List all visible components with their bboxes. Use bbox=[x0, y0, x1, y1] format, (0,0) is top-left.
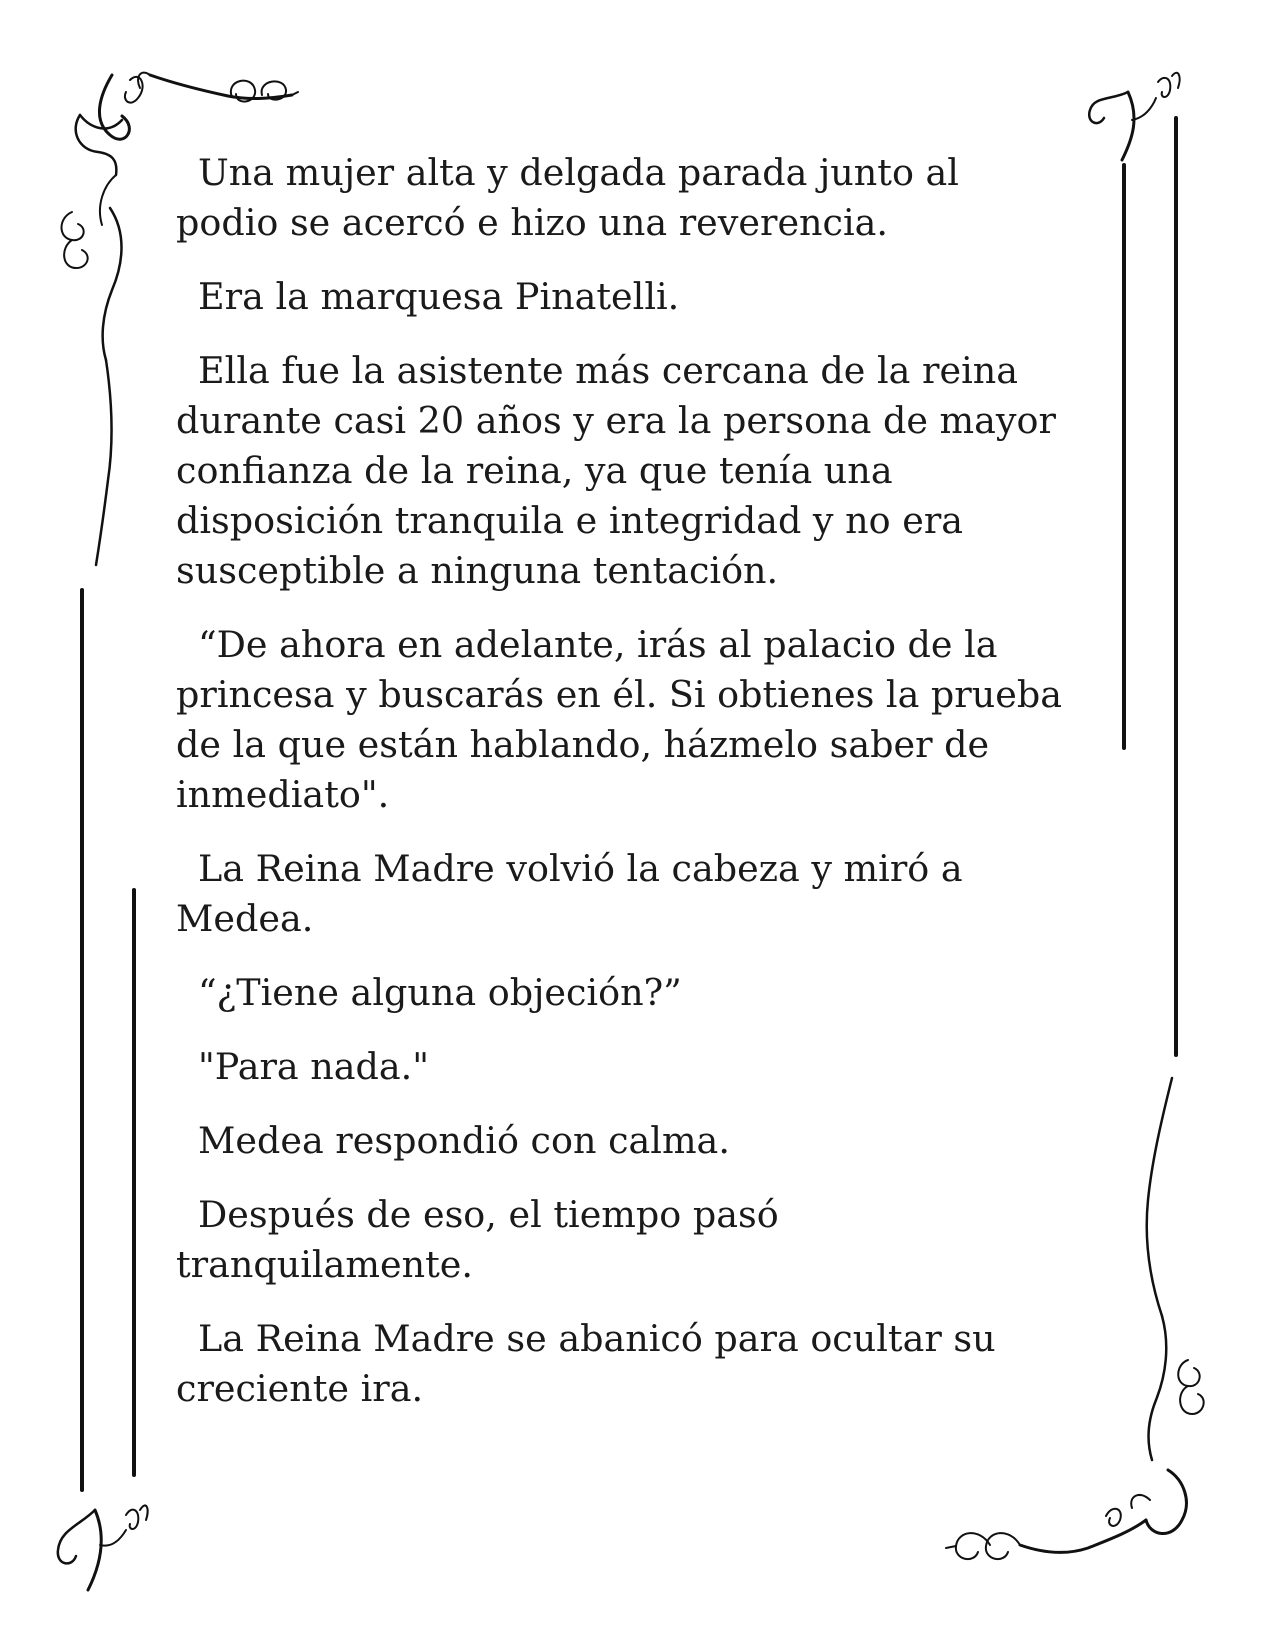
paragraph: La Reina Madre se abanicó para ocultar su creciente ira. bbox=[176, 1317, 996, 1410]
paragraph: Era la marquesa Pinatelli. bbox=[198, 275, 680, 318]
story-text bbox=[176, 148, 1096, 1438]
paragraph: La Reina Madre volvió la cabeza y miró a Medea. bbox=[176, 847, 963, 940]
top-right-flourish bbox=[1089, 73, 1179, 160]
paragraph: "Para nada." bbox=[198, 1045, 430, 1088]
paragraph: “¿Tiene alguna objeción?” bbox=[198, 971, 682, 1014]
bottom-left-flourish bbox=[58, 1505, 148, 1590]
paragraph: Medea respondió con calma. bbox=[198, 1119, 730, 1162]
paragraph: Una mujer alta y delgada parada junto al podio se acercó e hizo una reverencia. bbox=[176, 151, 959, 244]
paragraph: Después de eso, el tiempo pasó tranquilamente. bbox=[176, 1193, 779, 1286]
paragraph: “De ahora en adelante, irás al palacio de la princesa y buscarás en él. Si obtienes la prueba de la que están hablando, házmelo saber de inmediato". bbox=[176, 623, 1062, 816]
paragraph: Ella fue la asistente más cercana de la reina durante casi 20 años y era la persona de mayor confianza de la reina, ya que tenía una disposición tranquila e integridad y no era susceptible a ninguna tentación. bbox=[176, 349, 1056, 592]
